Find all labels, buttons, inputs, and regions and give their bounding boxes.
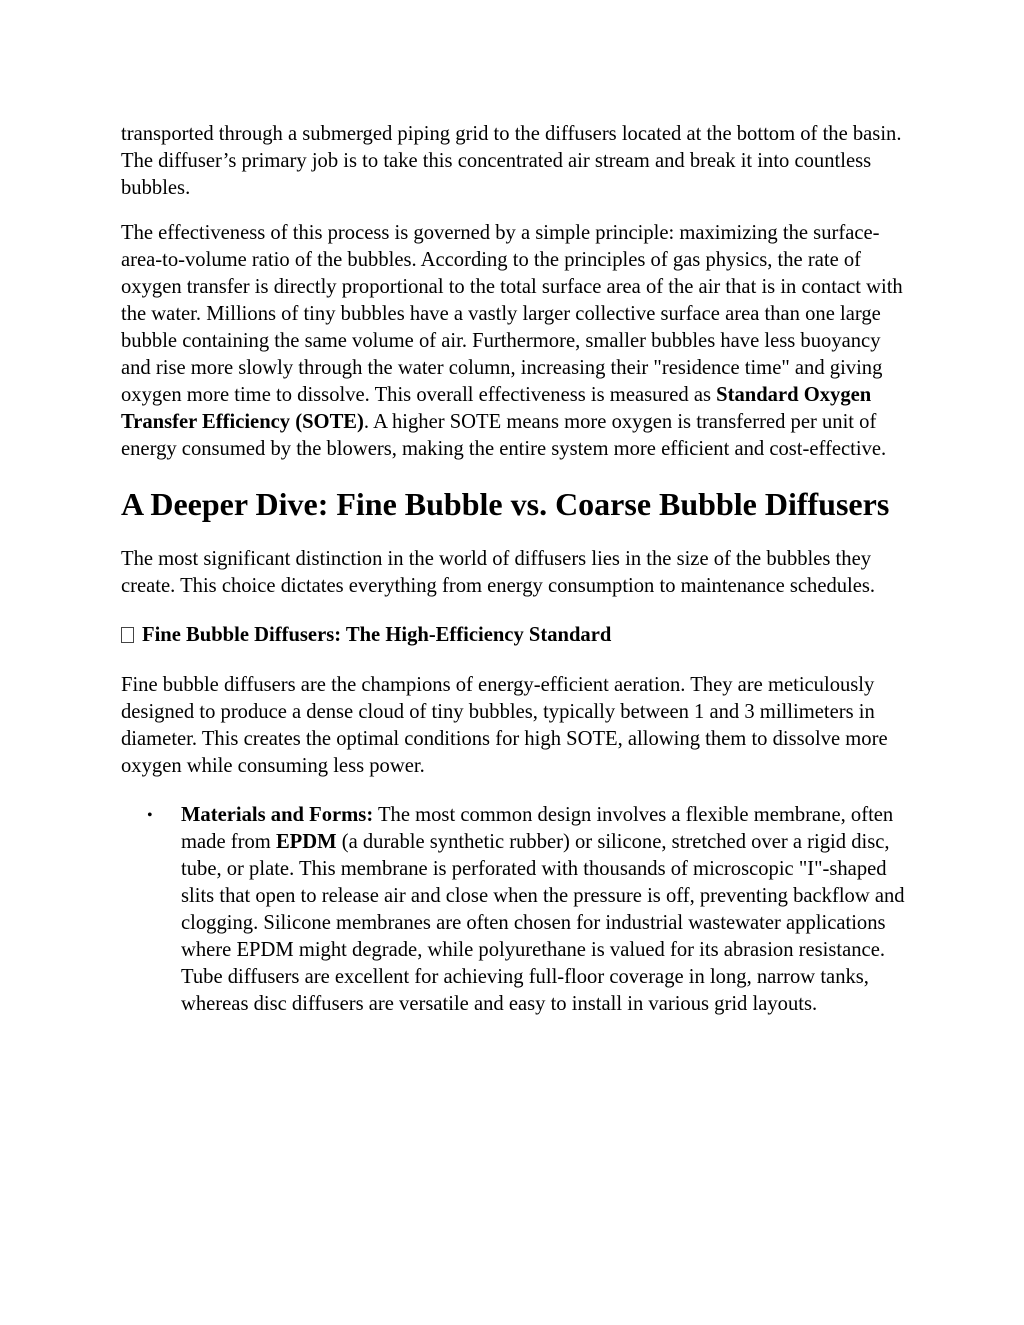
list-item-text-end: (a durable synthetic rubber) or silicone, stretched over a rigid disc, tube, or plate. This membrane is perforated with thousands of microscopic "I"-shaped slits that open to release air and close when the pressure is off, preventing backflow and clogging. Silicone membranes are often chosen for industrial wastewater applications where EPDM might degrade, while polyurethane is valued for its abrasion resistance. Tube diffusers are excellent for achieving full-floor coverage in long, narrow tanks, whereas disc diffusers are versatile and easy to install in various grid layouts. <box>181 831 905 1015</box>
paragraph-fine-bubble: Fine bubble diffusers are the champions of energy-efficient aeration. They are meticulously designed to produce a dense cloud of tiny bubbles, typically between 1 and 3 millimeters in diameter. This creates the optimal conditions for high SOTE, allowing them to dissolve more oxygen while consuming less power. <box>121 674 888 777</box>
paragraph-distinction: The most significant distinction in the world of diffusers lies in the size of the bubbles they create. This choice dictates everything from energy consumption to maintenance schedules. <box>121 548 876 597</box>
section-heading: A Deeper Dive: Fine Bubble vs. Coarse Bubble Diffusers <box>121 486 890 522</box>
list-item-text-start: The most common design involves a flexible membrane, often made from <box>181 804 894 853</box>
subheading-text: Fine Bubble Diffusers: The High-Efficiency Standard <box>142 624 612 646</box>
epdm-term: EPDM <box>275 831 337 853</box>
sote-term: Standard Oxygen Transfer Efficiency (SOTE) <box>121 384 872 433</box>
bullet-icon: • <box>147 807 153 824</box>
bullet-list <box>121 802 911 1018</box>
paragraph-diffuser-intro: transported through a submerged piping grid to the diffusers located at the bottom of the basin. The diffuser’s primary job is to take this concentrated air stream and break it into countless bubbles. <box>121 123 902 199</box>
document-page <box>121 121 911 1018</box>
list-item-label: Materials and Forms: <box>181 804 374 826</box>
paragraph-sote-text-start: The effectiveness of this process is governed by a simple principle: maximizing the surface-area-to-volume ratio of the bubbles. According to the principles of gas physics, the rate of oxygen transfer is directly proportional to the total surface area of the air that is in contact with the water. Millions of tiny bubbles have a vastly larger collective surface area than one large bubble containing the same volume of air. Furthermore, smaller bubbles have less buoyancy and rise more slowly through the water column, increasing their "residence time" and giving oxygen more time to dissolve. This overall effectiveness is measured as <box>121 222 903 406</box>
subheading-fine-bubble <box>121 622 911 649</box>
list-item <box>147 802 911 1018</box>
paragraph-sote-principle <box>121 220 911 463</box>
paragraph-sote-text-end: . A higher SOTE means more oxygen is transferred per unit of energy consumed by the blowers, making the entire system more efficient and cost-effective. <box>121 411 887 460</box>
missing-glyph-box-icon <box>121 627 134 643</box>
